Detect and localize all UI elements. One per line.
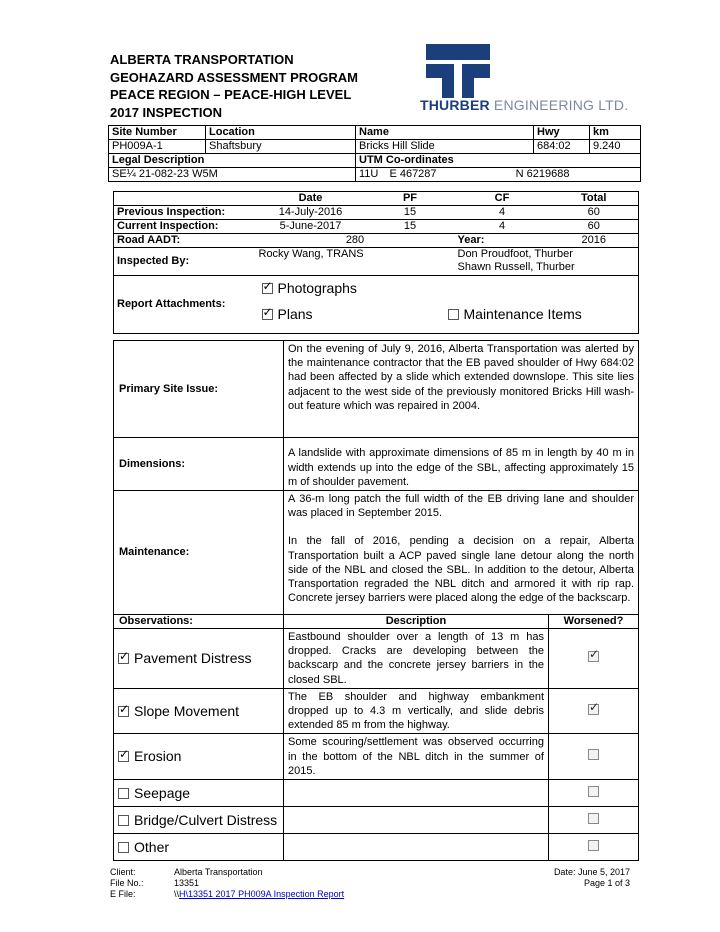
maintenance-text-1: A 36-m long patch the full width of the EB driving lane and shoulder was placed in September 2015. bbox=[288, 493, 634, 520]
utm-northing: N 6219688 bbox=[515, 168, 570, 180]
utm-value bbox=[356, 168, 641, 182]
observation-worsened-cell bbox=[549, 807, 639, 834]
observation-label-cell[interactable] bbox=[114, 734, 284, 780]
observation-label: Bridge/Culvert Distress bbox=[134, 811, 278, 828]
observation-worsened-cell bbox=[549, 734, 639, 780]
site-number-header: Site Number bbox=[109, 126, 206, 140]
location-value: Shaftsbury bbox=[206, 140, 356, 154]
observations-body bbox=[114, 629, 639, 861]
observation-description: The EB shoulder and highway embankment dropped up to 4.3 m vertically, and slide debris extended 85 m from the highway. bbox=[284, 688, 549, 734]
observation-checkbox-icon[interactable] bbox=[118, 653, 129, 664]
date-header: Date bbox=[256, 192, 366, 206]
worsened-checkbox-icon[interactable] bbox=[588, 704, 599, 715]
dimensions-label: Dimensions: bbox=[114, 438, 284, 491]
title-line-2: GEOHAZARD ASSESSMENT PROGRAM bbox=[110, 69, 358, 85]
details-table bbox=[113, 340, 639, 861]
description-header: Description bbox=[284, 615, 549, 629]
legal-value: SE¼ 21-082-23 W5M bbox=[109, 168, 356, 182]
hwy-header: Hwy bbox=[534, 126, 590, 140]
site-info-table bbox=[108, 125, 641, 182]
attachment-photographs[interactable] bbox=[262, 282, 633, 308]
primary-site-issue-text: On the evening of July 9, 2016, Alberta Transportation was alerted by the maintenance contractor that the EB paved shoulder of Hwy 684:02 had been affected by a slide which extended downslope. This site lies adjacent to the west side of the previously monitored Bricks Hill wash-out feature which was repaired in 2004. bbox=[284, 341, 639, 438]
maintenance-items-label: Maintenance Items bbox=[463, 306, 582, 322]
maintenance-text bbox=[284, 491, 639, 615]
observation-label-cell[interactable] bbox=[114, 780, 284, 807]
worsened-checkbox-icon[interactable] bbox=[588, 813, 599, 824]
current-total: 60 bbox=[550, 220, 639, 234]
footer-efile-label: E File: bbox=[110, 889, 136, 899]
worsened-header: Worsened? bbox=[549, 615, 639, 629]
cf-header: CF bbox=[455, 192, 550, 206]
plans-label: Plans bbox=[277, 306, 313, 322]
inspectors-thurber bbox=[455, 248, 639, 276]
previous-inspection-label: Previous Inspection: bbox=[114, 206, 256, 220]
observation-row bbox=[114, 688, 639, 734]
previous-date: 14-July-2016 bbox=[256, 206, 366, 220]
current-date: 5-June-2017 bbox=[256, 220, 366, 234]
title-line-1: ALBERTA TRANSPORTATION bbox=[110, 52, 294, 67]
thurber-logo-mark-icon bbox=[426, 44, 490, 98]
previous-total: 60 bbox=[550, 206, 639, 220]
observation-description: Eastbound shoulder over a length of 13 m has dropped. Cracks are developing between the backscarp and the concrete jersey barriers in the closed SBL. bbox=[284, 629, 549, 689]
pf-header: PF bbox=[366, 192, 455, 206]
inspector-3: Shawn Russell, Thurber bbox=[457, 261, 575, 273]
utm-header: UTM Co-ordinates bbox=[356, 154, 641, 168]
footer-client-row bbox=[110, 867, 630, 878]
current-pf: 15 bbox=[366, 220, 455, 234]
footer-file-row bbox=[110, 878, 630, 889]
document-title bbox=[110, 51, 358, 121]
blank-header bbox=[114, 192, 256, 206]
observation-row bbox=[114, 734, 639, 780]
footer-client-label: Client: bbox=[110, 867, 136, 877]
footer-file: 13351 bbox=[174, 878, 200, 888]
observation-checkbox-icon[interactable] bbox=[118, 706, 129, 717]
inspector-2: Don Proudfoot, Thurber bbox=[457, 248, 573, 260]
observation-row bbox=[114, 834, 639, 861]
total-header: Total bbox=[550, 192, 639, 206]
observation-description bbox=[284, 807, 549, 834]
photographs-checkbox-icon[interactable] bbox=[262, 283, 273, 294]
utm-easting: E 467287 bbox=[389, 168, 437, 180]
legal-header: Legal Description bbox=[109, 154, 356, 168]
maintenance-items-checkbox-icon[interactable] bbox=[448, 309, 459, 320]
observation-label-cell[interactable] bbox=[114, 807, 284, 834]
title-line-3: PEACE REGION – PEACE-HIGH LEVEL bbox=[110, 87, 352, 102]
observation-checkbox-icon[interactable] bbox=[118, 751, 129, 762]
page-footer bbox=[110, 867, 630, 900]
observation-label: Other bbox=[134, 838, 170, 855]
footer-efile-prefix: \\ bbox=[174, 889, 180, 899]
hwy-value: 684:02 bbox=[534, 140, 590, 154]
footer-efile-link[interactable]: H\13351 2017 PH009A Inspection Report bbox=[179, 889, 345, 899]
report-attachments-label: Report Attachments: bbox=[114, 276, 256, 334]
worsened-checkbox-icon[interactable] bbox=[588, 786, 599, 797]
footer-date: Date: June 5, 2017 bbox=[553, 867, 630, 877]
km-header: km bbox=[590, 126, 641, 140]
observation-row bbox=[114, 807, 639, 834]
observation-checkbox-icon[interactable] bbox=[118, 815, 129, 826]
logo-bold: THURBER bbox=[420, 97, 490, 113]
worsened-checkbox-icon[interactable] bbox=[588, 749, 599, 760]
observation-label: Seepage bbox=[134, 784, 191, 801]
inspection-table bbox=[113, 191, 639, 334]
thurber-logo bbox=[420, 44, 629, 116]
observation-label-cell[interactable] bbox=[114, 834, 284, 861]
title-line-4: 2017 INSPECTION bbox=[110, 104, 222, 120]
observation-description: Some scouring/settlement was observed occurring in the bottom of the NBL ditch in the summer of 2015. bbox=[284, 734, 549, 780]
footer-efile-row bbox=[110, 889, 630, 900]
footer-page: Page 1 of 3 bbox=[583, 878, 630, 888]
attachment-maintenance-items[interactable] bbox=[448, 308, 582, 321]
observation-label: Erosion bbox=[134, 748, 182, 765]
footer-file-label: File No.: bbox=[110, 878, 144, 888]
worsened-checkbox-icon[interactable] bbox=[588, 651, 599, 662]
name-header: Name bbox=[356, 126, 534, 140]
road-aadt-label: Road AADT: bbox=[114, 234, 256, 248]
name-value: Bricks Hill Slide bbox=[356, 140, 534, 154]
observation-checkbox-icon[interactable] bbox=[118, 788, 129, 799]
current-cf: 4 bbox=[455, 220, 550, 234]
attachment-row-2 bbox=[262, 308, 633, 321]
observation-description bbox=[284, 780, 549, 807]
worsened-checkbox-icon[interactable] bbox=[588, 840, 599, 851]
utm-zone: 11U bbox=[359, 168, 379, 180]
observation-description bbox=[284, 834, 549, 861]
report-attachments bbox=[256, 276, 639, 334]
location-header: Location bbox=[206, 126, 356, 140]
observations-header: Observations: bbox=[114, 615, 284, 629]
attachment-plans[interactable] bbox=[262, 308, 448, 321]
primary-site-issue-label: Primary Site Issue: bbox=[114, 341, 284, 438]
previous-pf: 15 bbox=[366, 206, 455, 220]
maintenance-text-2: In the fall of 2016, pending a decision on a repair, Alberta Transportation built a ACP paved single lane detour along the north side of the NBL and closed the SBL. In addition to the detour, Alberta Transportation regraded the NBL ditch and armored it with rip rap. Concrete jersey barriers were placed along the edge of the backscarp. bbox=[288, 535, 634, 605]
km-value: 9.240 bbox=[590, 140, 641, 154]
observation-worsened-cell bbox=[549, 834, 639, 861]
observation-label: Slope Movement bbox=[134, 702, 240, 719]
year-label: Year: bbox=[455, 234, 550, 248]
logo-rest: ENGINEERING LTD. bbox=[489, 97, 629, 113]
previous-cf: 4 bbox=[455, 206, 550, 220]
photographs-label: Photographs bbox=[277, 280, 357, 296]
observation-worsened-cell bbox=[549, 688, 639, 734]
footer-client: Alberta Transportation bbox=[174, 867, 263, 877]
road-aadt-value: 280 bbox=[256, 234, 455, 248]
observation-worsened-cell bbox=[549, 780, 639, 807]
year-value: 2016 bbox=[550, 234, 639, 248]
observation-row bbox=[114, 780, 639, 807]
current-inspection-label: Current Inspection: bbox=[114, 220, 256, 234]
observation-row bbox=[114, 629, 639, 689]
maintenance-label: Maintenance: bbox=[114, 491, 284, 615]
observation-label-cell[interactable] bbox=[114, 688, 284, 734]
observation-checkbox-icon[interactable] bbox=[118, 842, 129, 853]
inspected-by-label: Inspected By: bbox=[114, 248, 256, 276]
observation-label: Pavement Distress bbox=[134, 649, 252, 666]
site-number-value: PH009A-1 bbox=[109, 140, 206, 154]
maintenance-spacer bbox=[288, 520, 634, 534]
observation-label-cell[interactable] bbox=[114, 629, 284, 689]
inspector-trans: Rocky Wang, TRANS bbox=[256, 248, 455, 276]
logo-wordmark bbox=[420, 97, 628, 113]
observation-worsened-cell bbox=[549, 629, 639, 689]
plans-checkbox-icon[interactable] bbox=[262, 309, 273, 320]
dimensions-text: A landslide with approximate dimensions of 85 m in length by 40 m in width extends up into the edge of the SBL, affecting approximately 15 m of shoulder pavement. bbox=[284, 438, 639, 491]
